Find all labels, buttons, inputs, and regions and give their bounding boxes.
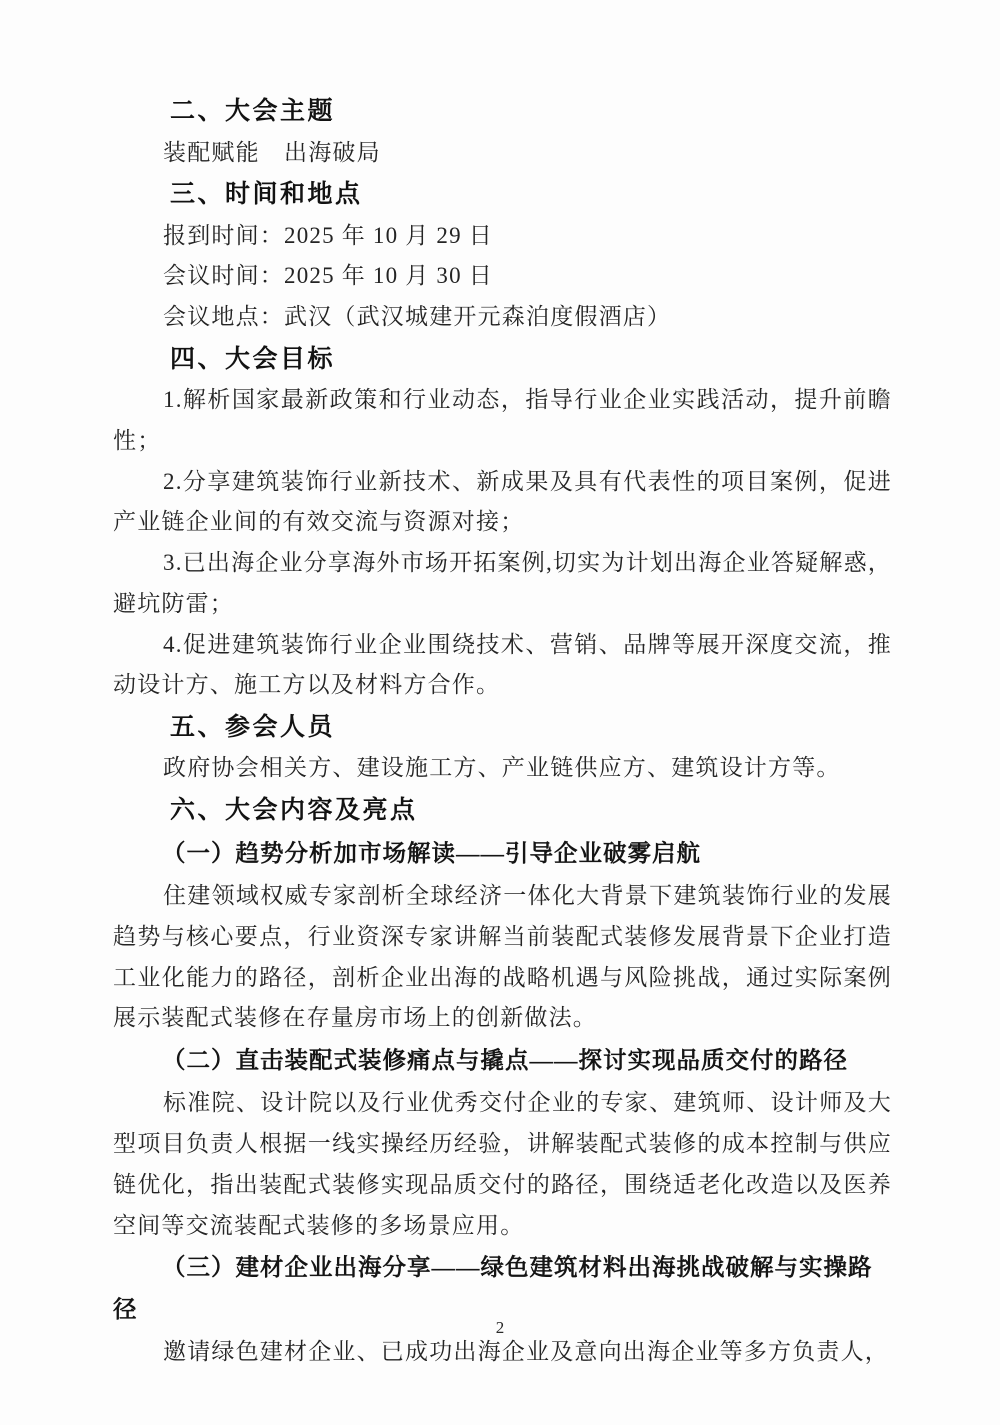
subheading-topic-2: （二）直击装配式装修痛点与撬点——探讨实现品质交付的路径: [162, 1047, 848, 1074]
heading-conference-theme: 二、大会主题: [170, 97, 336, 125]
paragraph-goal-2: 2.分享建筑装饰行业新技术、新成果及具有代表性的项目案例，促进产业链企业间的有效交流与资源对接；: [113, 468, 892, 535]
paragraph-topic-3: 邀请绿色建材企业、已成功出海企业及意向出海企业等多方负责人，: [163, 1339, 889, 1365]
page-number: 2: [495, 1318, 505, 1337]
paragraph-topic-2: 标准院、设计院以及行业优秀交付企业的专家、建筑师、设计师及大型项目负责人根据一线实操经历经验，讲解装配式装修的成本控制与供应链优化，指出装配式装修实现品质交付的路径，围绕适老化改造以及医养空间等交流装配式装修的多场景应用。: [113, 1090, 892, 1238]
subheading-topic-1: （一）趋势分析加市场解读——引导企业破雾启航: [162, 840, 701, 867]
heading-content-highlights: 六、大会内容及亮点: [170, 796, 418, 825]
paragraph-goal-1: 1.解析国家最新政策和行业动态，指导行业企业实践活动，提升前瞻性；: [113, 387, 892, 454]
heading-conference-goals: 四、大会目标: [170, 344, 336, 373]
paragraph-attendees: 政府协会相关方、建设施工方、产业链供应方、建筑设计方等。: [163, 755, 841, 781]
heading-attendees: 五、参会人员: [170, 712, 336, 741]
document-content: [113, 90, 892, 1373]
subheading-topic-3: （三）建材企业出海分享——绿色建筑材料出海挑战破解与实操路径: [113, 1255, 873, 1323]
heading-time-and-place: 三、时间和地点: [170, 180, 363, 209]
paragraph-checkin-time: 报到时间：2025 年 10 月 29 日: [163, 222, 493, 248]
paragraph-goal-4: 4.促进建筑装饰行业企业围绕技术、营销、品牌等展开深度交流，推动设计方、施工方以及材料方合作。: [113, 631, 892, 698]
paragraph-topic-1: 住建领域权威专家剖析全球经济一体化大背景下建筑装饰行业的发展趋势与核心要点，行业资深专家讲解当前装配式装修发展背景下企业打造工业化能力的路径，剖析企业出海的战略机遇与风险挑战，通过实际案例展示装配式装修在存量房市场上的创新做法。: [113, 883, 892, 1031]
paragraph-theme-slogan: 装配赋能 出海破局: [163, 139, 381, 165]
paragraph-goal-3: 3.已出海企业分享海外市场开拓案例,切实为计划出海企业答疑解惑，避坑防雷；: [113, 550, 892, 616]
paragraph-meeting-place: 会议地点：武汉（武汉城建开元森泊度假酒店）: [163, 304, 672, 330]
paragraph-meeting-time: 会议时间：2025 年 10 月 30 日: [163, 263, 493, 289]
